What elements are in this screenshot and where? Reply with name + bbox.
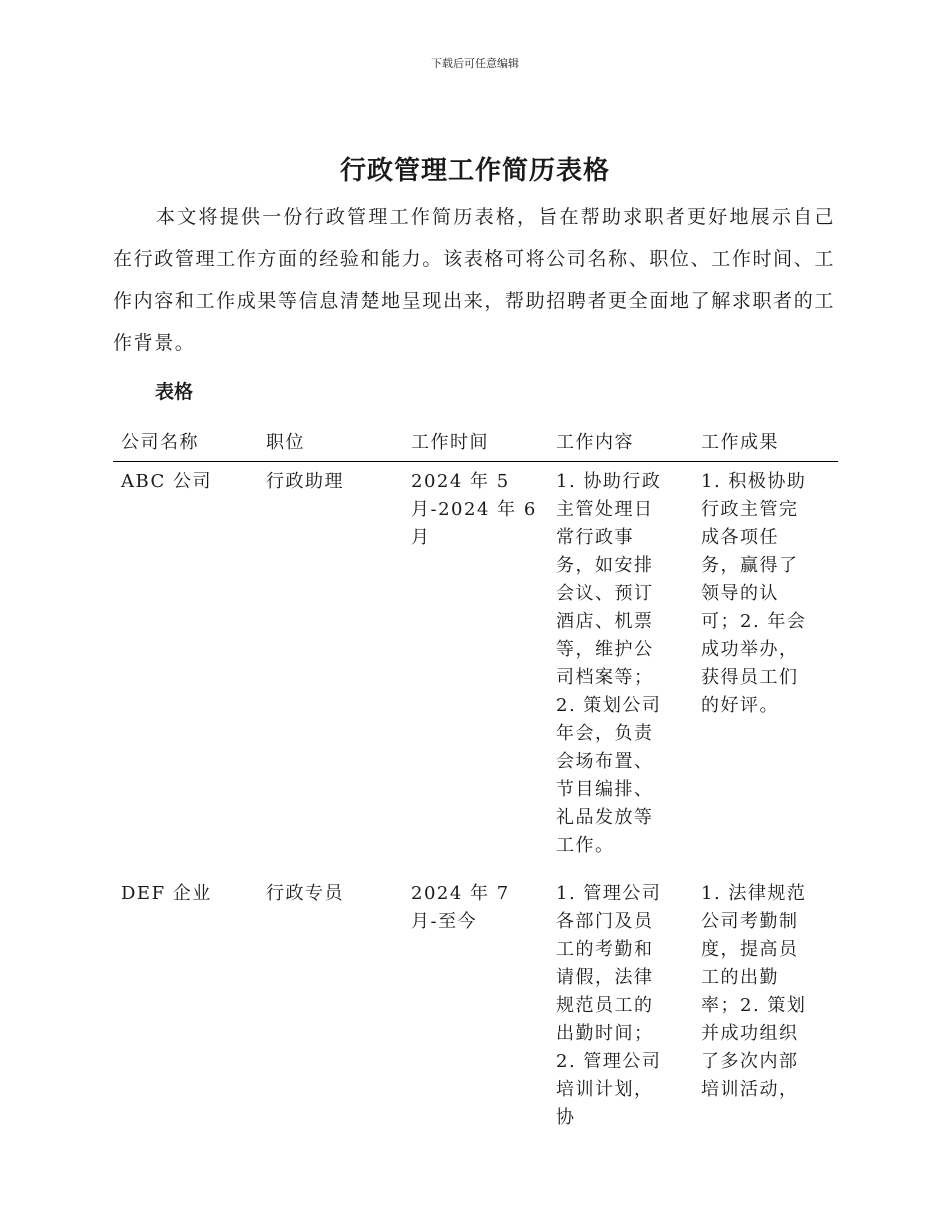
cell-results: 1. 积极协助行政主管完成各项任务，赢得了领导的认可；2. 年会成功举办，获得员工们的好评。 [701, 471, 807, 716]
table-row [113, 462, 838, 875]
header-position: 职位 [258, 426, 403, 462]
header-results: 工作成果 [693, 426, 838, 462]
cell-position: 行政专员 [266, 883, 344, 904]
cell-content: 1. 协助行政主管处理日常行政事务，如安排会议、预订酒店、机票等，维护公司档案等；2. 策划公司年会，负责会场布置、节目编排、礼品发放等工作。 [556, 471, 662, 856]
cell-company: ABC 公司 [121, 471, 213, 492]
table-header-row [113, 426, 838, 462]
section-heading: 表格 [155, 381, 194, 403]
cell-period: 2024 年 7 月-至今 [411, 883, 510, 932]
cell-content: 1. 管理公司各部门及员工的考勤和请假，法律规范员工的出勤时间；2. 管理公司培训计划，协 [556, 883, 662, 1128]
cell-results: 1. 法律规范公司考勤制度，提高员工的出勤率；2. 策划并成功组织了多次内部培训活动， [701, 883, 807, 1100]
header-company: 公司名称 [113, 426, 258, 462]
header-note: 下载后可任意编辑 [431, 57, 519, 70]
cell-company: DEF 企业 [121, 883, 212, 904]
header-period: 工作时间 [403, 426, 548, 462]
document-title: 行政管理工作简历表格 [339, 156, 610, 186]
cell-position: 行政助理 [266, 471, 344, 492]
cell-period: 2024 年 5 月-2024 年 6 月 [411, 471, 537, 548]
resume-table [113, 426, 838, 1146]
table-row [113, 874, 838, 1146]
header-content: 工作内容 [548, 426, 693, 462]
intro-paragraph: 本文将提供一份行政管理工作简历表格，旨在帮助求职者更好地展示自己在行政管理工作方面的经验和能力。该表格可将公司名称、职位、工作时间、工作内容和工作成果等信息清楚地呈现出来，帮助招聘者更全面地了解求职者的工作背景。 [113, 206, 835, 354]
